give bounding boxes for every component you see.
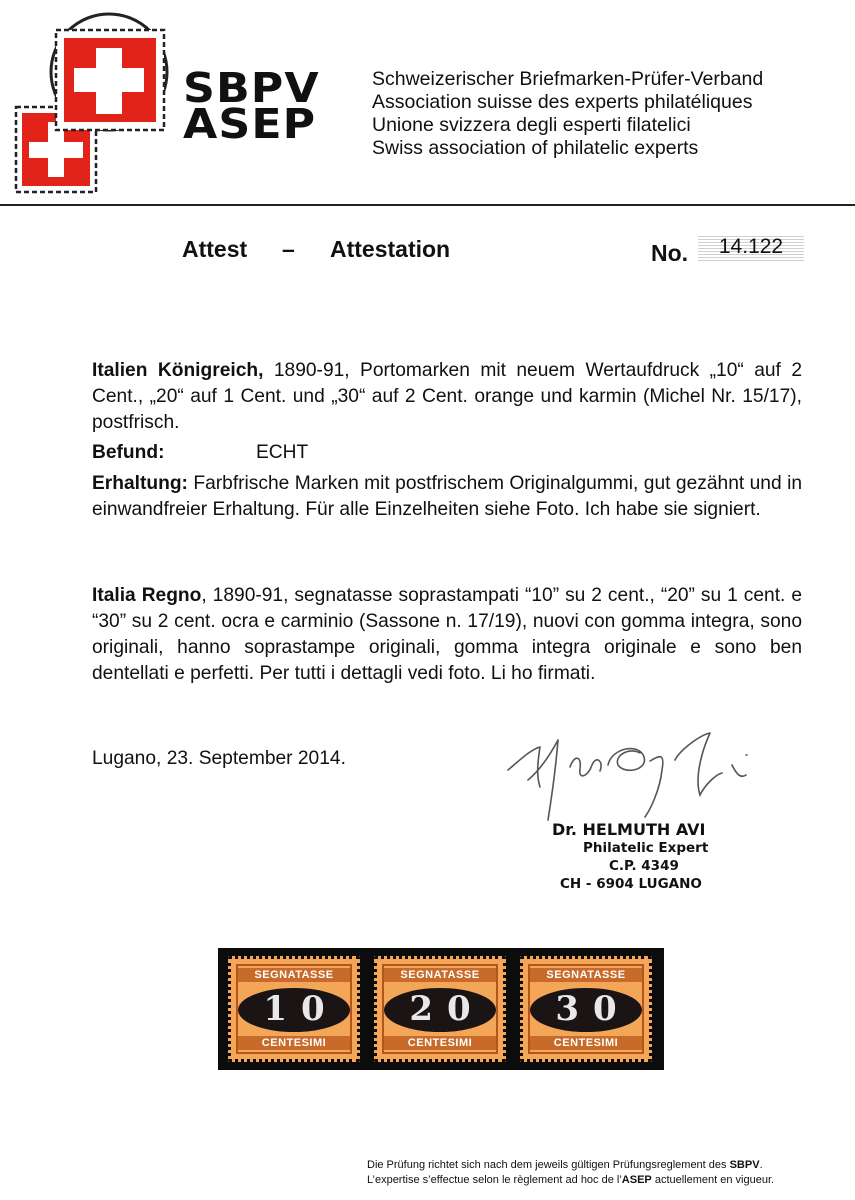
- expert-title: Philatelic Expert: [583, 840, 709, 856]
- footer-note: [367, 1158, 774, 1188]
- german-lead: Italien Königreich,: [92, 360, 264, 381]
- stamp-10: [228, 956, 360, 1062]
- stamp-bottom-label: CENTESIMI: [384, 1036, 496, 1050]
- association-names: [372, 68, 763, 160]
- brand-line-1: SBPV: [183, 64, 320, 112]
- front-stamp-icon: [56, 30, 164, 130]
- expert-name: Dr. HELMUTH AVI: [552, 820, 706, 839]
- header-divider: [0, 204, 855, 206]
- erhaltung-text: Farbfrische Marken mit postfrischem Originalgummi, gut gezähnt und in einwandfreier Erhaltung. Für alle Einzelheiten siehe Foto. Ich habe sie signiert.: [92, 473, 802, 520]
- attest-label: Attest: [182, 236, 248, 262]
- befund-row: [92, 440, 802, 466]
- german-description: [92, 358, 802, 436]
- footer-line-fr: L’expertise s’effectue selon le règlement ad hoc de l’ASEP actuellement en vigueur.: [367, 1174, 775, 1186]
- number-label: No.: [651, 240, 689, 266]
- italian-text: , 1890-91, segnatasse soprastampati “10” su 2 cent., “20” su 1 cent. e “30” su 2 cent. ocra e carminio (Sassone n. 17/19), nuovi con gomma integra, sono originali, hanno soprastampe originali, gomma integra originale e sono ben dentellati e perfetti. Per tutti i dettagli vedi foto. Li ho firmati.: [92, 585, 803, 684]
- assoc-line-it: Unione svizzera degli esperti filatelici: [372, 114, 691, 136]
- stamp-top-label: SEGNATASSE: [238, 968, 350, 982]
- stamp-bottom-label: CENTESIMI: [530, 1036, 642, 1050]
- expert-city: CH - 6904 LUGANO: [560, 876, 702, 892]
- attestation-label: Attestation: [330, 236, 451, 262]
- stamp-bottom-label: CENTESIMI: [238, 1036, 350, 1050]
- handwritten-signature: [500, 725, 775, 835]
- stamp-top-label: SEGNATASSE: [384, 968, 496, 982]
- assoc-line-de: Schweizerischer Briefmarken-Prüfer-Verband: [372, 68, 764, 90]
- german-text: 1890-91, Portomarken mit neuem Wertaufdruck „10“ auf 2 Cent., „20“ auf 1 Cent. und „30“ auf 2 Cent. orange und karmin (Michel Nr. 15/17), postfrisch.: [92, 360, 802, 433]
- attest-dash: –: [282, 236, 295, 262]
- assoc-line-en: Swiss association of philatelic experts: [372, 137, 699, 159]
- certificate-number: 14.122: [718, 235, 784, 258]
- italian-lead: Italia Regno: [92, 585, 202, 606]
- place-date: Lugano, 23. September 2014.: [92, 748, 346, 769]
- stamp-value: 10: [263, 989, 339, 1029]
- brand-line-2: ASEP: [183, 100, 317, 148]
- stamp-value: 30: [555, 989, 631, 1029]
- assoc-line-fr: Association suisse des experts philatéliques: [372, 91, 753, 113]
- stamp-strip-photo: [218, 948, 664, 1070]
- stamp-value: 20: [409, 989, 485, 1029]
- stamp-20: [374, 956, 506, 1062]
- erhaltung-block: [92, 471, 802, 523]
- befund-label: Befund:: [92, 442, 165, 463]
- brand-wordmark: [183, 64, 320, 148]
- italian-description: [92, 583, 802, 687]
- expert-po-box: C.P. 4349: [609, 858, 679, 874]
- footer-line-de: Die Prüfung richtet sich nach dem jeweils gültigen Prüfungsreglement des SBPV.: [367, 1159, 763, 1171]
- stamp-30: [520, 956, 652, 1062]
- stamp-top-label: SEGNATASSE: [530, 968, 642, 982]
- befund-value: ECHT: [256, 442, 309, 463]
- erhaltung-label: Erhaltung:: [92, 473, 188, 494]
- sbpv-logo: [12, 12, 172, 197]
